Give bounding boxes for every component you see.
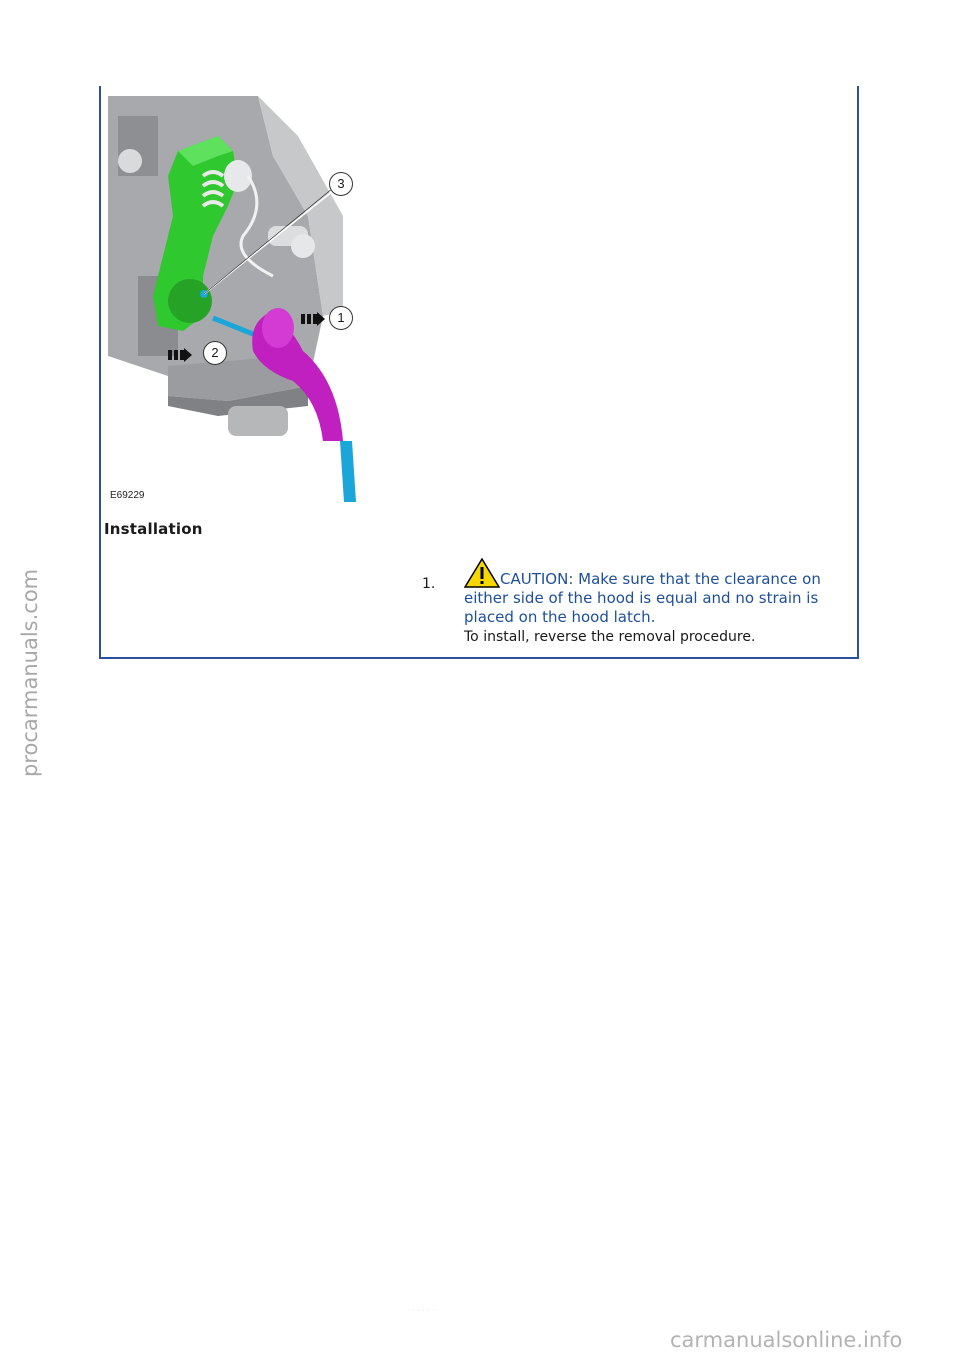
callout-1: 1 xyxy=(329,306,353,330)
warning-triangle-icon xyxy=(464,558,500,588)
caution-text: CAUTION: Make sure that the clearance on either side of the hood is equal and no strain is placed on the hood latch. xyxy=(464,570,821,626)
callout-2: 2 xyxy=(203,341,227,365)
step-body xyxy=(464,558,844,646)
hood-latch-illustration xyxy=(108,96,364,502)
step-instruction: To install, reverse the removal procedure. xyxy=(464,629,756,645)
callout-3: 3 xyxy=(329,172,353,196)
page-footer: · · · · · xyxy=(412,1306,435,1315)
section-heading: Installation xyxy=(104,520,203,538)
figure-id-label: E69229 xyxy=(110,490,145,501)
caution-note xyxy=(464,558,844,627)
bottom-watermark: carmanualsonline.info xyxy=(670,1328,903,1352)
step-number: 1. xyxy=(422,576,436,592)
side-watermark: procarmanuals.com xyxy=(18,568,42,777)
